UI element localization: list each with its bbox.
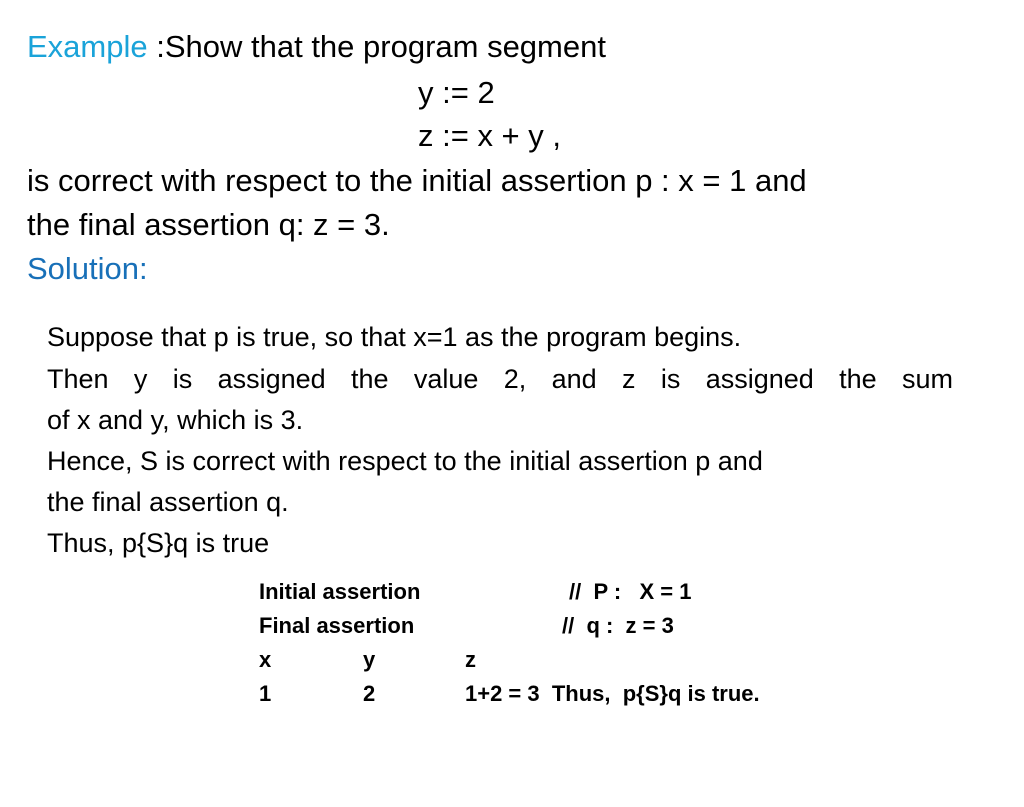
trace-header-y: y — [363, 647, 376, 672]
initial-assertion-label: Initial assertion — [259, 579, 421, 604]
trace-header-z: z — [465, 647, 476, 672]
final-assertion-label: Final assertion — [259, 613, 415, 638]
example-prompt: :Show that the program segment — [147, 29, 606, 64]
trace-table — [259, 575, 760, 711]
solution-line: Suppose that p is true, so that x=1 as the program begins. — [47, 322, 742, 352]
final-assertion-value: // q : z = 3 — [562, 613, 674, 638]
solution-label: Solution: — [27, 251, 148, 286]
statement-line-2: the final assertion q: z = 3. — [27, 207, 390, 242]
statement-line-1: is correct with respect to the initial assertion p : x = 1 and — [27, 163, 807, 198]
trace-row-final — [259, 609, 674, 643]
solution-line: Then y is assigned the value 2, and z is assigned the sum — [47, 364, 953, 394]
example-heading — [27, 26, 606, 68]
trace-header-x: x — [259, 647, 272, 672]
initial-assertion-value: // P : X = 1 — [569, 579, 692, 604]
trace-row-initial — [259, 575, 692, 609]
solution-line: of x and y, which is 3. — [47, 405, 304, 435]
solution-line: Thus, p{S}q is true — [47, 528, 270, 558]
trace-row-values — [259, 677, 760, 711]
solution-line: Hence, S is correct with respect to the initial assertion p and — [47, 446, 763, 476]
trace-value-x: 1 — [259, 681, 272, 706]
example-keyword: Example — [27, 29, 148, 64]
trace-value-z: 1+2 = 3 Thus, p{S}q is true. — [465, 681, 760, 706]
trace-value-y: 2 — [363, 681, 376, 706]
program-line-1: y := 2 — [418, 75, 495, 110]
program-line-2: z := x + y , — [418, 118, 561, 153]
trace-row-headers — [259, 643, 476, 677]
solution-line: the final assertion q. — [47, 487, 289, 517]
